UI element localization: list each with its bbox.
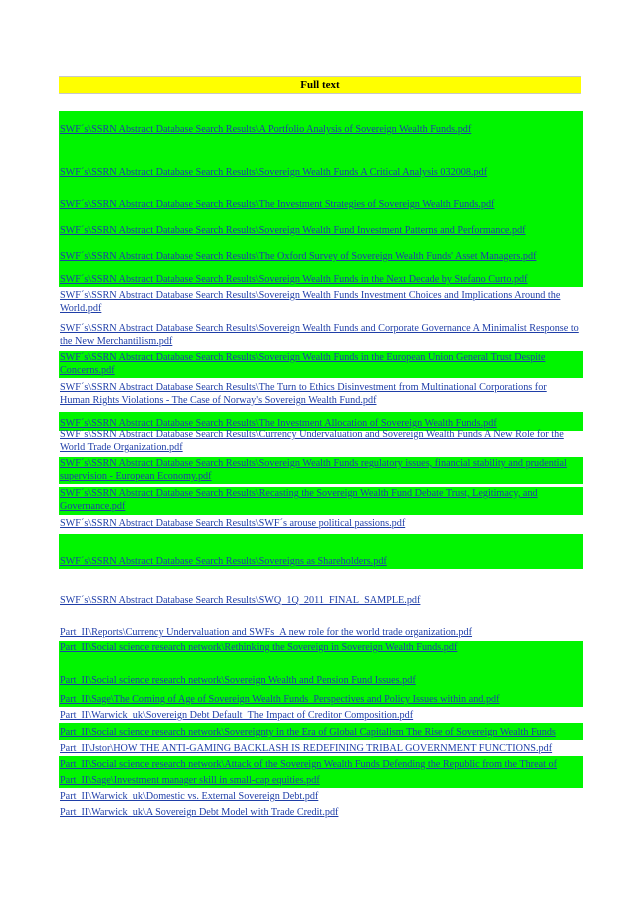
file-link-row[interactable]: Part_II\Social science research network\Rethinking the Sovereign in Sovereign Wealth Funds.pdf (59, 641, 583, 668)
file-link-row[interactable]: SWF´s\SSRN Abstract Database Search Results\SWQ_1Q_2011_FINAL_SAMPLE.pdf (60, 595, 421, 606)
file-link-row[interactable]: SWF´s\SSRN Abstract Database Search Results\Recasting the Sovereign Wealth Fund Debate Trust, Legitimacy, and Governance.pdf (59, 487, 583, 515)
file-link-row[interactable]: SWF´s\SSRN Abstract Database Search Results\Sovereign Wealth Funds in the European Union General Trust Despite Concerns.pdf (59, 351, 583, 378)
file-link-row[interactable]: Part_II\Warwick_uk\A Sovereign Debt Model with Trade Credit.pdf (60, 807, 339, 818)
file-link-row[interactable]: SWF´s\SSRN Abstract Database Search Results\Currency Undervaluation and Sovereign Wealth Funds A New Role for the World Trade Organization.pdf (60, 429, 564, 453)
file-link-row[interactable]: SWF´s\SSRN Abstract Database Search Results\Sovereign Wealth Funds A Critical Analysis 032008.pdf (59, 137, 583, 180)
column-header-full-text: Full text (59, 76, 581, 94)
file-link-row[interactable]: Part_II\Social science research network\Sovereign Wealth and Pension Fund Issues.pdf (59, 668, 583, 688)
file-link-row[interactable]: Part_II\Social science research network\Attack of the Sovereign Wealth Funds Defending the Republic from the Threat of (59, 756, 583, 772)
file-link-row[interactable]: SWF´s\SSRN Abstract Database Search Results\Sovereign Wealth Funds regulatory issues, financial stability and prudential supervision - European Economy.pdf (59, 457, 583, 484)
file-link-row[interactable]: SWF´s\SSRN Abstract Database Search Results\Sovereign Wealth Funds in the Next Decade by Stefano Curto.pdf (59, 264, 583, 287)
file-link-row[interactable]: Part_II\Jstor\HOW THE ANTI-GAMING BACKLASH IS REDEFINING TRIBAL GOVERNMENT FUNCTIONS.pdf (60, 743, 553, 754)
file-link-row[interactable]: SWF´s\SSRN Abstract Database Search Results\Sovereign Wealth Funds Investment Choices and Implications Around the World.pdf (60, 290, 561, 314)
file-link-row[interactable]: SWF´s\SSRN Abstract Database Search Results\A Portfolio Analysis of Sovereign Wealth Funds.pdf (59, 111, 583, 137)
file-link-row[interactable]: Part_II\Warwick_uk\Sovereign Debt Default_The Impact of Creditor Composition.pdf (60, 710, 414, 721)
file-link-row[interactable]: Part_II\Sage\The Coming of Age of Sovereign Wealth Funds_Perspectives and Policy Issues within and.pdf (59, 688, 583, 707)
file-link-row[interactable]: SWF´s\SSRN Abstract Database Search Results\Sovereigns as Shareholders.pdf (59, 534, 583, 569)
file-link-row[interactable]: SWF´s\SSRN Abstract Database Search Results\Sovereign Wealth Funds and Corporate Governance A Minimalist Response to the New Merchantilism.pdf (60, 323, 579, 347)
file-link-row[interactable]: SWF´s\SSRN Abstract Database Search Results\The Oxford Survey of Sovereign Wealth Funds' Asset Managers.pdf (59, 238, 583, 264)
file-link-row[interactable]: Part_II\Reports\Currency Undervaluation and SWFs_A new role for the world trade organization.pdf (60, 627, 473, 638)
file-link-row[interactable]: Part_II\Sage\Investment manager skill in small-cap equities.pdf (59, 772, 583, 788)
file-link-row[interactable]: SWF´s\SSRN Abstract Database Search Results\SWF´s arouse political passions.pdf (60, 518, 406, 529)
file-link-row[interactable]: SWF´s\SSRN Abstract Database Search Results\Sovereign Wealth Fund Investment Patterns and Performance.pdf (59, 212, 583, 238)
file-link-row[interactable]: Part_II\Warwick_uk\Domestic vs. External Sovereign Debt.pdf (60, 791, 319, 802)
file-link-row[interactable]: Part_II\Social science research network\Sovereignty in the Era of Global Capitalism The Rise of Sovereign Wealth Funds (59, 723, 583, 740)
file-link-row[interactable]: SWF´s\SSRN Abstract Database Search Results\The Investment Strategies of Sovereign Wealth Funds.pdf (59, 180, 583, 212)
file-link-row[interactable]: SWF´s\SSRN Abstract Database Search Results\The Investment Allocation of Sovereign Wealth Funds.pdf (59, 412, 583, 431)
file-link-row[interactable]: SWF´s\SSRN Abstract Database Search Results\The Turn to Ethics Disinvestment from Multinational Corporations for Human Rights Violations - The Case of Norway's Sovereign Wealth Fund.pdf (60, 382, 547, 406)
